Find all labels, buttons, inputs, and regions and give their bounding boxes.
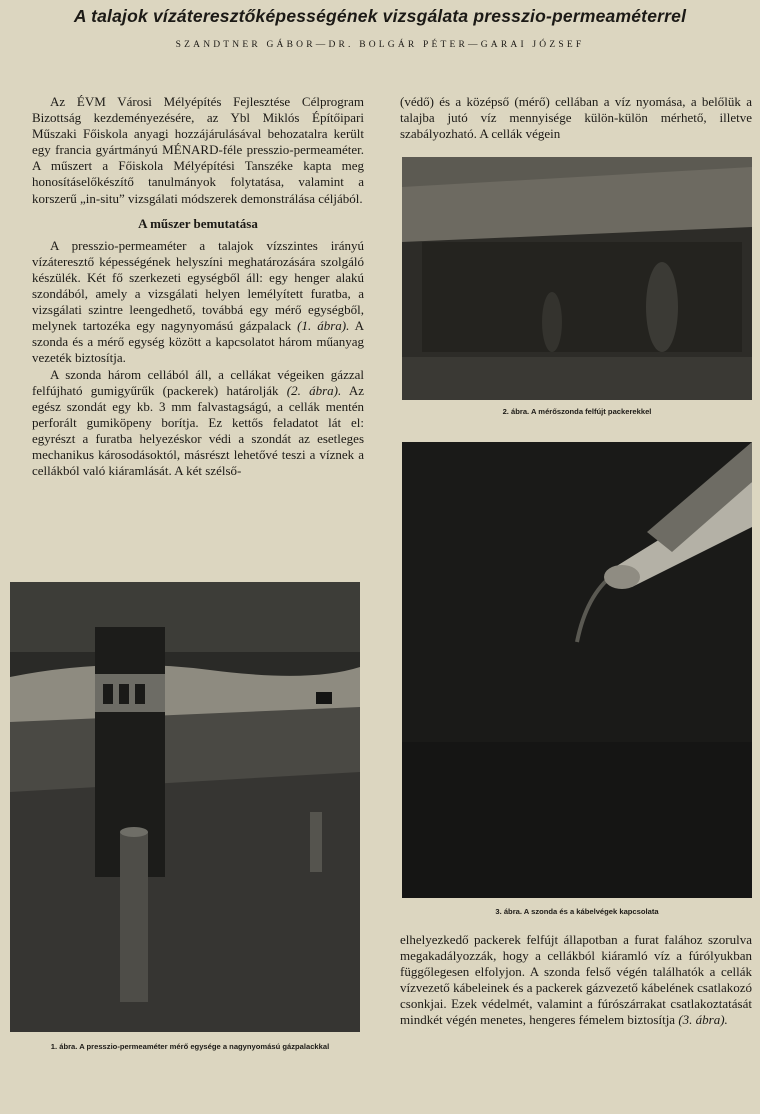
figure-1-photo xyxy=(10,582,360,1032)
body-paragraph-2: A szonda három cellából áll, a cellákat végeiken gázzal felfújható gumigyűrűk (packerek) határolják (2. ábra). Az egész szondát egy kb. 3 mm falvastagságú, a cellák mentén perforált gumiköpeny borítja. Ez kettős feladatot lát el: egyrészt a furatba helyezéskor védi a szondát az esetleges mechanikus károsodásoktól, másrészt lehetővé teszi a víznek a cellákból való kiáramlását. A két szélső- xyxy=(32,366,364,479)
right-column-top xyxy=(400,94,752,142)
article-title: A talajok vízáteresztőképességének vizsgálata presszio-permeaméterrel xyxy=(73,6,687,26)
continued-paragraph-2: elhelyezkedő packerek felfújt állapotban a furat falához szorulva megakadályozzák, hogy a cellákból kiáramló víz a fúrólyukban függőlegesen elfolyjon. A szonda felső végén találhatók a cellák vízvezető kábeleinek és a packerek gázvezető kábelének csatlakozó csonkjai. Ezek védelmét, valamint a fúrószárrakat csatlakoztatását mindkét végén menetes, hengeres fémelem biztosítja (3. ábra). xyxy=(400,932,752,1028)
figure-3-photo xyxy=(402,442,752,898)
article-authors: SZANDTNER GÁBOR—DR. BOLGÁR PÉTER—GARAI JÓZSEF xyxy=(175,40,585,50)
continued-paragraph: (védő) és a középső (mérő) cellában a víz nyomása, a belőlük a talajba jutó víz mennyisége külön-külön mérhető, illetve szabályozható. A cellák végein xyxy=(400,94,752,142)
figure-2-photo xyxy=(402,157,752,400)
figure-3-caption: 3. ábra. A szonda és a kábelvégek kapcsolata xyxy=(495,907,659,916)
intro-paragraph: Az ÉVM Városi Mélyépítés Fejlesztése Célprogram Bizottság kezdeményezésére, az Ybl Miklós Építőipari Műszaki Főiskola anyagi hozzájárulásával behozatalra került egy francia gyártmányú MÉNARD-féle presszio-permeaméter. A műszert a Főiskola Mélyépítési Tanszéke kapta meg honosításelőkészítő tanulmányok folytatása, valamint a korszerű „in-situ” vizsgálati módszerek demonstrálása céljából. xyxy=(32,94,364,206)
figure-2-caption: 2. ábra. A mérőszonda felfújt packerekkel xyxy=(502,407,652,416)
figure-2-image xyxy=(402,157,752,400)
body-paragraph-1: A presszio-permeaméter a talajok vízszintes irányú vízáteresztő képességének helyszíni meghatározására szolgáló készülék. Két fő szerkezeti egységből áll: egy henger alakú szondából, amely a vizsgálati helyen lemélyített furatba, a vizsgálati szintre leengedhető, továbbá egy mérő egységből, melynek tartozéka egy nagynyomású gázpalack (1. ábra). A szonda és a mérő egység között a kapcsolatot három műanyag vezeték biztosítja. xyxy=(32,237,364,366)
figure-3-image xyxy=(402,442,752,898)
figure-1-caption: 1. ábra. A presszio-permeaméter mérő egysége a nagynyomású gázpalackkal xyxy=(50,1042,330,1051)
right-column-bottom xyxy=(400,932,752,1029)
figure-1-image xyxy=(10,582,360,1032)
left-column xyxy=(32,94,364,479)
section-heading: A műszer bemutatása xyxy=(138,215,258,231)
